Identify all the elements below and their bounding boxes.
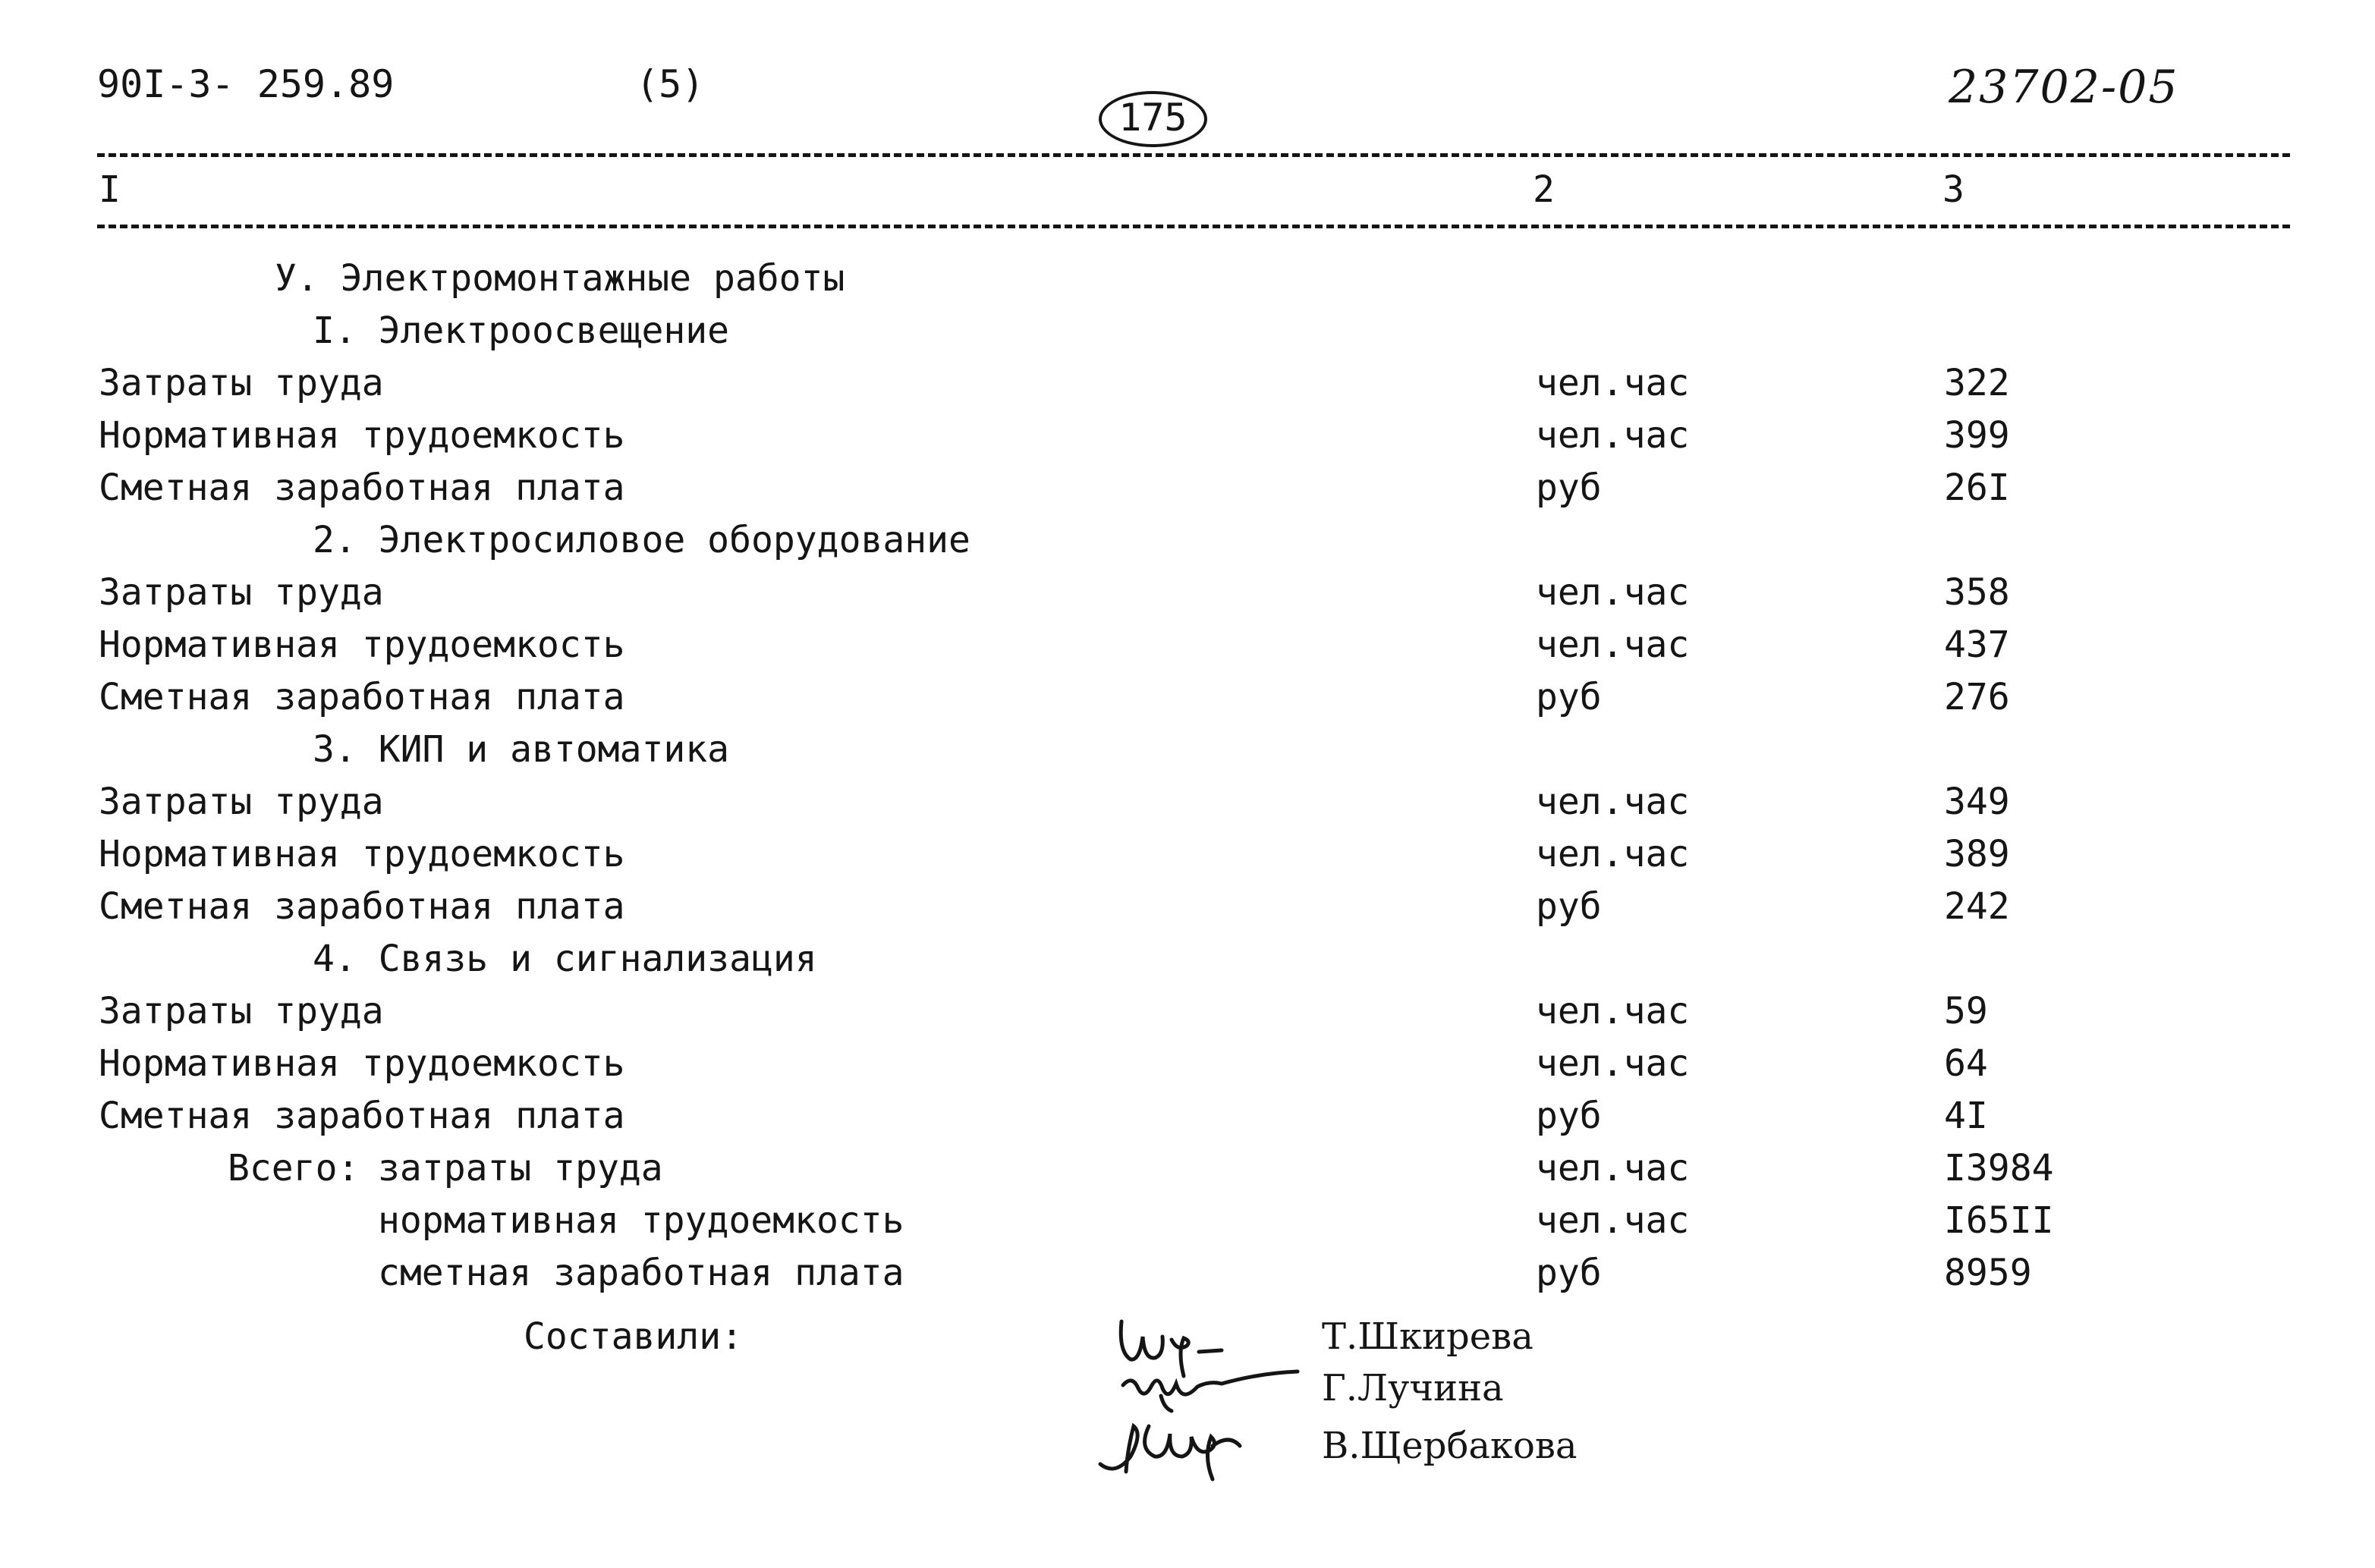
row-value: 242 (1944, 885, 2010, 928)
row-unit: руб (1536, 885, 1602, 928)
row-unit: руб (1536, 1095, 1602, 1137)
row-value: 4I (1944, 1095, 1988, 1137)
row-value: 26I (1944, 467, 2010, 509)
row-label: Затраты труда (99, 362, 384, 404)
row-label: Нормативная трудоемкость (99, 624, 625, 666)
total-prefix: Всего: (228, 1147, 360, 1189)
row-unit: чел.час (1536, 414, 1690, 457)
row-label: Затраты труда (99, 990, 384, 1032)
signoff-label: Составили: (524, 1315, 743, 1358)
signatory-name: Г.Лучина (1322, 1367, 1504, 1409)
row-unit: чел.час (1536, 833, 1690, 875)
row-value: 349 (1944, 781, 2010, 823)
row-value: 59 (1944, 990, 1988, 1032)
row-unit: руб (1536, 467, 1602, 509)
row-unit: чел.час (1536, 781, 1690, 823)
row-label: Нормативная трудоемкость (99, 414, 625, 457)
inventory-number: 23702-05 (1949, 61, 2179, 114)
dashed-divider-top (97, 153, 2290, 157)
signature-shcherbakova (1085, 1403, 1282, 1487)
signatory-name: В.Щербакова (1322, 1425, 1578, 1467)
row-unit: чел.час (1536, 571, 1690, 614)
column-header-1: I (99, 168, 121, 211)
row-value: 276 (1944, 676, 2010, 718)
subsection-title: I. Электроосвещение (313, 310, 730, 352)
row-label: Нормативная трудоемкость (99, 1042, 625, 1085)
total-unit: чел.час (1536, 1199, 1690, 1242)
total-unit: руб (1536, 1252, 1602, 1294)
row-unit: чел.час (1536, 362, 1690, 404)
total-value: I3984 (1944, 1147, 2054, 1189)
total-value: I65II (1944, 1199, 2054, 1242)
row-label: Сметная заработная плата (99, 676, 625, 718)
row-unit: руб (1536, 676, 1602, 718)
section-title: У. Электромонтажные работы (275, 257, 845, 300)
row-label: Сметная заработная плата (99, 1095, 625, 1137)
subsection-title: 3. КИП и автоматика (313, 728, 730, 771)
total-label: затраты труда (378, 1147, 663, 1189)
column-header-3: 3 (1942, 168, 1964, 211)
dashed-divider-header (97, 225, 2290, 228)
part-number: (5) (636, 62, 705, 106)
row-label: Нормативная трудоемкость (99, 833, 625, 875)
row-label: Сметная заработная плата (99, 885, 625, 928)
page-number: 175 (1099, 91, 1206, 147)
total-unit: чел.час (1536, 1147, 1690, 1189)
column-header-2: 2 (1533, 168, 1555, 211)
document-code: 90I-3- 259.89 (97, 62, 395, 106)
row-label: Сметная заработная плата (99, 467, 625, 509)
total-label: нормативная трудоемкость (378, 1199, 904, 1242)
page-number-circled (1053, 53, 1207, 147)
total-value: 8959 (1944, 1252, 2032, 1294)
signatory-name: Т.Шкирева (1322, 1315, 1534, 1358)
row-value: 322 (1944, 362, 2010, 404)
row-value: 358 (1944, 571, 2010, 614)
row-label: Затраты труда (99, 781, 384, 823)
total-label: сметная заработная плата (378, 1252, 904, 1294)
row-unit: чел.час (1536, 1042, 1690, 1085)
subsection-title: 4. Связь и сигнализация (313, 938, 817, 980)
row-value: 437 (1944, 624, 2010, 666)
row-value: 389 (1944, 833, 2010, 875)
row-value: 64 (1944, 1042, 1988, 1085)
subsection-title: 2. Электросиловое оборудование (313, 519, 970, 561)
row-unit: чел.час (1536, 624, 1690, 666)
row-value: 399 (1944, 414, 2010, 457)
row-label: Затраты труда (99, 571, 384, 614)
row-unit: чел.час (1536, 990, 1690, 1032)
